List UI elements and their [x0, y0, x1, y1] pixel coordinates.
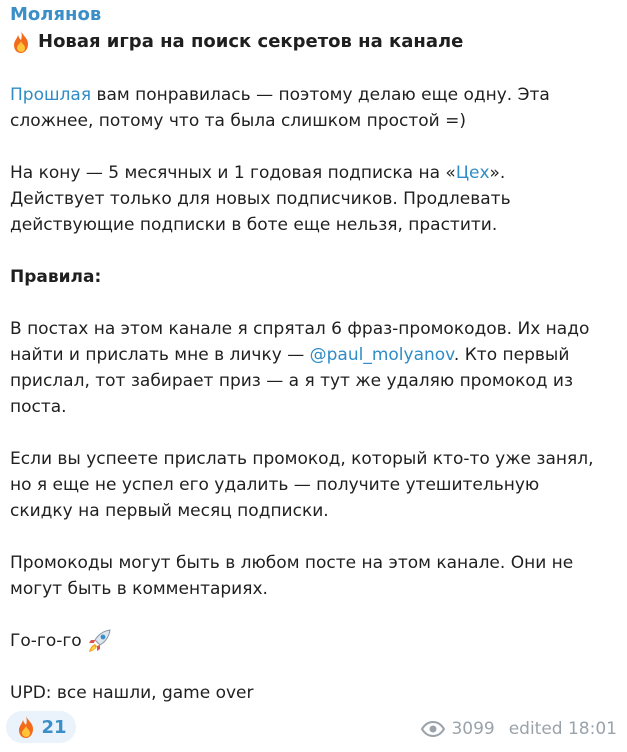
author-username-link[interactable]: @paul_molyanov: [309, 345, 454, 365]
previous-game-link[interactable]: Прошлая: [10, 85, 92, 105]
post-body: [10, 56, 620, 706]
paragraph-rules-line-1: В постах на этом канале я спрятал 6 фраз-промокодов. Их надо: [10, 319, 590, 339]
paragraph-prize-line-3: действующие подписки в боте еще нельзя, прастити.: [10, 215, 498, 235]
paragraph-discount-line-2: но я еще не успел его удалить — получите утешительную: [10, 475, 540, 495]
post-footer: [0, 709, 627, 749]
paragraph-text: найти и прислать мне в личку —: [10, 345, 310, 365]
channel-post: [10, 2, 620, 706]
paragraph-text: На кону — 5 месячных и 1 годовая подписка на «: [10, 163, 456, 183]
rules-heading: Правила:: [10, 267, 102, 287]
paragraph-intro-line-1: [10, 82, 620, 108]
channel-author-name[interactable]: Молянов: [10, 4, 102, 25]
paragraph-intro-line-2: сложнее, потому что та была слишком простой =): [10, 111, 466, 131]
paragraph-where-line-2: могут быть в комментариях.: [10, 579, 268, 599]
paragraph-text: вам понравилась — поэтому делаю еще одну. Эта: [91, 85, 550, 105]
paragraph-prize-line-1: [10, 160, 620, 186]
tsekh-link[interactable]: Цех: [455, 163, 490, 183]
paragraph-discount-line-3: скидку на первый месяц подписки.: [10, 501, 329, 521]
paragraph-gogogo: [10, 628, 620, 654]
paragraph-text: Го-го-го: [10, 631, 82, 651]
paragraph-where-line-1: Промокоды могут быть в любом посте на этом канале. Они не: [10, 553, 574, 573]
eye-icon: [421, 721, 445, 737]
paragraph-discount-line-1: Если вы успеете прислать промокод, который кто-то уже занял,: [10, 449, 594, 469]
post-title-row: [10, 28, 620, 56]
rocket-icon: [86, 628, 114, 654]
paragraph-update: UPD: все нашли, game over: [10, 683, 254, 703]
fire-icon: [15, 715, 37, 739]
post-title: Новая игра на поиск секретов на канале: [38, 31, 464, 52]
post-meta: [421, 719, 617, 739]
edited-timestamp: edited 18:01: [508, 719, 617, 739]
paragraph-text: ».: [489, 163, 506, 183]
paragraph-text: . Кто первый: [453, 345, 570, 365]
fire-reaction-button[interactable]: [6, 711, 76, 743]
paragraph-prize-line-2: Действует только для новых подписчиков. Продлевать: [10, 189, 511, 209]
reaction-count: 21: [41, 716, 67, 738]
view-count: 3099: [451, 719, 495, 739]
paragraph-rules-line-3: прислал, тот забирает приз — а я тут же удаляю промокод из: [10, 371, 574, 391]
paragraph-rules-line-4: поста.: [10, 397, 67, 417]
paragraph-rules-line-2: [10, 342, 620, 368]
fire-icon: [10, 30, 32, 54]
